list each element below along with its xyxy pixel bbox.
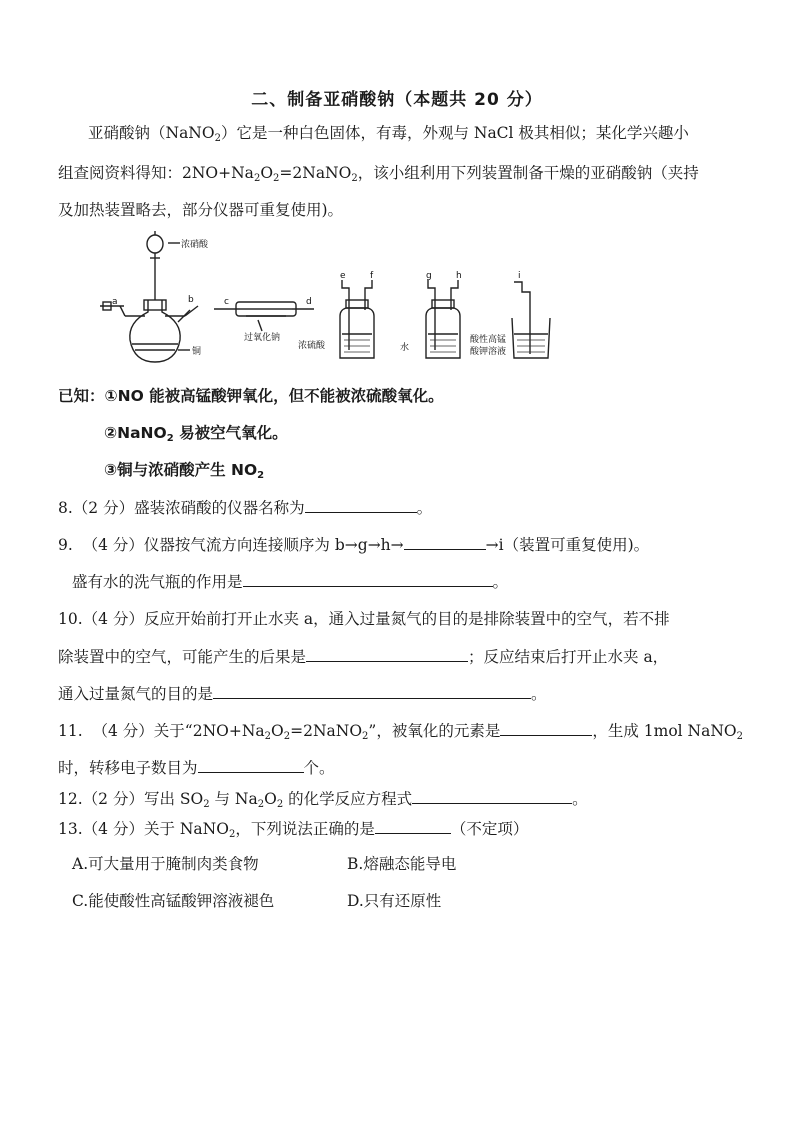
option-d: D.只有还原性 — [347, 892, 442, 910]
label-kmno4-2: 酸钾溶液 — [470, 347, 507, 357]
answer-blank-9b[interactable] — [243, 571, 493, 587]
letter-a: a — [112, 297, 118, 307]
letter-e: e — [340, 271, 346, 281]
question-10-line-2: 除装置中的空气，可能产生的后果是 ；反应结束后打开止水夹 a， — [58, 648, 669, 666]
letter-b: b — [188, 295, 194, 305]
answer-blank-10b[interactable] — [213, 683, 531, 699]
label-conc-nitric: 浓硝酸 — [181, 240, 209, 250]
answer-blank-13[interactable] — [375, 818, 451, 834]
option-c: C.能使酸性高锰酸钾溶液褪色 — [72, 892, 275, 910]
label-kmno4-1: 酸性高锰 — [470, 335, 507, 345]
label-copper: 铜 — [192, 347, 202, 357]
intro-line-1: 亚硝酸钠（NaNO$_2$）它是一种白色固体，有毒，外观与 NaCl 极其相似；某化学兴趣小 — [88, 124, 689, 144]
letter-f: f — [370, 271, 374, 281]
intro-line-2: 组查阅资料得知：$2NO+Na_2O_2=2NaNO_2$，该小组利用下列装置制备干燥的亚硝酸钠（夹持 — [58, 164, 699, 184]
option-b: B.熔融态能导电 — [347, 855, 457, 873]
letter-h: h — [456, 271, 462, 281]
letter-g: g — [426, 271, 432, 281]
question-9-line-2: 盛有水的洗气瓶的作用是 。 — [72, 573, 509, 591]
wash-bottle-sulfuric — [340, 308, 374, 358]
question-11-line-2: 时，转移电子数目为 个。 — [58, 759, 335, 777]
option-a: A.可大量用于腌制肉类食物 — [72, 855, 259, 873]
question-9: 9. （4 分）仪器按气流方向连接顺序为 b→g→h→ →i（装置可重复使用)。 — [58, 536, 650, 554]
answer-blank-12[interactable] — [412, 788, 572, 804]
answer-blank-10a[interactable] — [306, 646, 468, 662]
wash-bottle-water — [426, 308, 460, 358]
letter-c: c — [224, 297, 229, 307]
answer-blank-11b[interactable] — [198, 757, 304, 773]
question-10-line-3: 通入过量氮气的目的是 。 — [58, 685, 547, 703]
question-12: 12.（2 分）写出 $SO_2$ 与 $Na_2O_2$ 的化学反应方程式 。 — [58, 790, 588, 810]
funnel-bulb — [147, 235, 163, 253]
answer-blank-8[interactable] — [305, 497, 417, 513]
label-peroxide: 过氧化钠 — [244, 333, 281, 343]
label-water: 水 — [400, 343, 410, 353]
letter-d: d — [306, 297, 312, 307]
section-title: 二、制备亚硝酸钠（本题共 20 分） — [251, 90, 543, 110]
question-13: 13.（4 分）关于 NaNO$_2$，下列说法正确的是 （不定项） — [58, 820, 529, 840]
answer-blank-9a[interactable] — [404, 534, 486, 550]
question-8: 8.（2 分）盛装浓硝酸的仪器名称为 。 — [58, 499, 433, 517]
known-item-3: ③铜与浓硝酸产生 $NO_2$ — [104, 461, 265, 481]
question-11: 11. （4 分）关于“$2NO+Na_2O_2=2NaNO_2$”，被氧化的元素是 ，生成 1mol NaNO$_2$ — [58, 722, 744, 742]
round-bottom-flask — [130, 300, 180, 362]
intro-line-3: 及加热装置略去，部分仪器可重复使用)。 — [58, 201, 344, 219]
answer-blank-11a[interactable] — [500, 720, 592, 736]
question-10: 10.（4 分）反应开始前打开止水夹 a，通入过量氮气的目的是排除装置中的空气，若不排 — [58, 610, 670, 628]
label-conc-sulfuric: 浓硫酸 — [298, 341, 326, 351]
known-item-1: 已知：①NO 能被高锰酸钾氧化，但不能被浓硫酸氧化。 — [58, 387, 444, 405]
known-item-2: ②NaNO$_2$ 易被空气氧化。 — [104, 424, 288, 444]
letter-i: i — [518, 271, 521, 281]
